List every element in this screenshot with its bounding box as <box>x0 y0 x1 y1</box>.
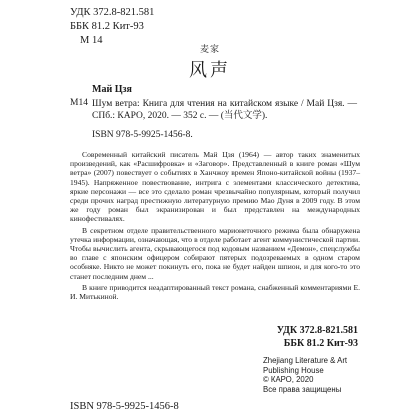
annotation-paragraph: В книге приводится неадаптированный текст романа, снабженный комментариями Е. И. Митькиной. <box>70 282 360 302</box>
publisher-copyright <box>263 356 358 394</box>
bibliographic-description: Шум ветра: Книга для чтения на китайском языке / Май Цзя. — СПб.: КАРО, 2020. — 352 с. — (当代文学). <box>92 99 357 121</box>
call-number: М14 <box>70 98 88 108</box>
publisher-line: Publishing House <box>263 365 324 375</box>
catalog-codes-bottom <box>277 325 358 350</box>
bbk-code: ББК 81.2 Кит-93 <box>70 20 144 32</box>
author-sign-code: М 14 <box>80 35 103 46</box>
annotation-paragraph: В секретном отделе правительственного марионеточного режима была обнаружена утечка информации, означающая, что в отделе работает агент коммунистической партии. Чтобы вычислить агента, скрывающегося под кодовым названием «Демон», спецслужбы во главе с японским офицером собирают пятерых подозреваемых в одном старом особняке. Никто не может покинуть его, пока не будет найден шпион, и для кого-то это станет последним днем ... <box>70 225 360 281</box>
udk-code: УДК 372.8-821.581 <box>70 7 155 18</box>
chinese-author: 麦家 <box>199 45 220 55</box>
copyright-line: © КАРО, 2020 <box>263 375 314 385</box>
chinese-title: 风声 <box>189 60 231 81</box>
bbk-code-bottom: ББК 81.2 Кит-93 <box>283 337 358 349</box>
udk-code-bottom: УДК 372.8-821.581 <box>276 325 358 336</box>
isbn-bottom: ISBN 978-5-9925-1456-8 <box>70 401 179 412</box>
isbn-middle: ISBN 978-5-9925-1456-8. <box>92 130 193 140</box>
annotation-paragraph: Современный китайский писатель Май Цзя (1964) — автор таких знаменитых произведений, как «Расшифровка» и «Заговор». Представленный в книге роман «Шум ветра» (2007) повествует о событиях в Ханчжоу времен Японо-китайской войны (1937–1945). Напряженное повествование, интрига с элементами классического детектива, яркие персонажи — все это сделало роман чрезвычайно популярным, который получил среди прочих наград престижную литературную премию Мао Дуня в 2009 году. В этом же году роман был экранизирован и был представлен на международных кинофестивалях. <box>70 150 360 224</box>
publisher-line: Zhejiang Literature & Art <box>263 356 348 365</box>
author-name: Май Цзя <box>92 84 132 95</box>
annotation <box>70 150 360 303</box>
rights-line: Все права защищены <box>263 384 342 394</box>
